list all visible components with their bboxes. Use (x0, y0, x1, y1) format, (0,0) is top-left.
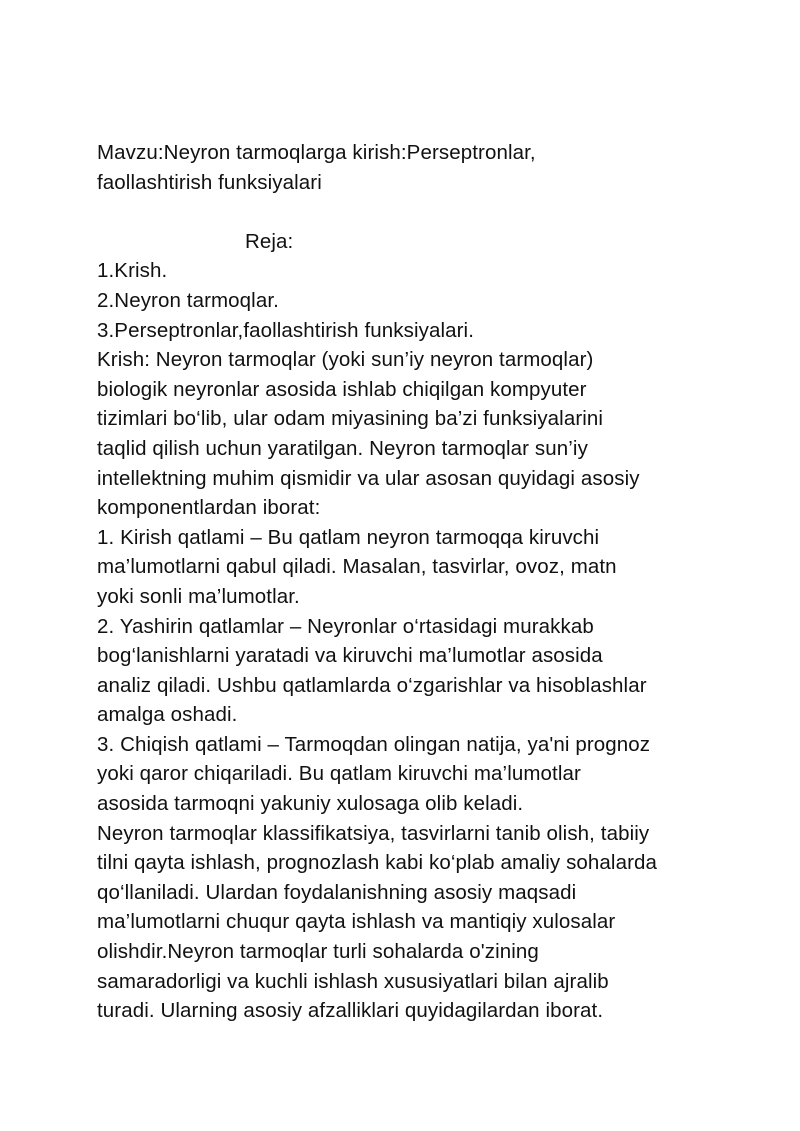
title-line-2: faollashtirish funksiyalari (97, 170, 322, 194)
blank-line (97, 197, 717, 227)
body-line: 2. Yashirin qatlamlar – Neyronlar o‘rtasidagi murakkab (97, 614, 594, 638)
body-line: olishdir.Neyron tarmoqlar turli sohalarda o'zining (97, 940, 539, 964)
body-line: komponentlardan iborat: (97, 496, 321, 520)
body-line: amalga oshadi. (97, 703, 238, 727)
title-line-1: Mavzu:Neyron tarmoqlarga kirish:Perseptronlar, (97, 141, 536, 164)
body-line: samaradorligi va kuchli ishlash xususiyatlari bilan ajralib (97, 969, 609, 993)
plan-heading: Reja: (245, 229, 294, 253)
body-line: intellektning muhim qismidir va ular asosan quyidagi asosiy (97, 466, 640, 490)
body-line: tilni qayta ishlash, prognozlash kabi ko‘plab amaliy sohalarda (97, 851, 658, 875)
plan-item-3: 3.Perseptronlar,faollashtirish funksiyalari. (97, 318, 474, 342)
body-line: qo‘llaniladi. Ulardan foydalanishning asosiy maqsadi (97, 880, 577, 904)
body-line: Neyron tarmoqlar klassifikatsiya, tasvirlarni tanib olish, tabiiy (97, 821, 650, 845)
body-text (97, 345, 717, 1026)
body-line: biologik neyronlar asosida ishlab chiqilgan kompyuter (97, 377, 587, 401)
body-line: yoki qaror chiqariladi. Bu qatlam kiruvchi ma’lumotlar (97, 762, 581, 786)
plan-item-2: 2.Neyron tarmoqlar. (97, 288, 279, 312)
body-line: asosida tarmoqni yakuniy xulosaga olib keladi. (97, 792, 524, 816)
document-content (97, 138, 717, 1026)
body-line: taqlid qilish uchun yaratilgan. Neyron tarmoqlar sun’iy (97, 436, 588, 460)
body-line: turadi. Ularning asosiy afzalliklari quyidagilardan iborat. (97, 999, 604, 1023)
body-line: bog‘lanishlarni yaratadi va kiruvchi ma’lumotlar asosida (97, 644, 603, 668)
body-line: Krish: Neyron tarmoqlar (yoki sun’iy neyron tarmoqlar) (97, 348, 594, 372)
body-line: ma’lumotlarni chuqur qayta ishlash va mantiqiy xulosalar (97, 910, 616, 934)
plan-item-1: 1.Krish. (97, 259, 168, 283)
body-line: yoki sonli ma’lumotlar. (97, 584, 300, 608)
body-line: analiz qiladi. Ushbu qatlamlarda o‘zgarishlar va hisoblashlar (97, 673, 647, 697)
body-line: ma’lumotlarni qabul qiladi. Masalan, tasvirlar, ovoz, matn (97, 555, 617, 579)
body-line: 3. Chiqish qatlami – Tarmoqdan olingan natija, ya'ni prognoz (97, 732, 651, 756)
body-line: tizimlari bo‘lib, ular odam miyasining ba’zi funksiyalarini (97, 407, 604, 431)
body-line: 1. Kirish qatlami – Bu qatlam neyron tarmoqqa kiruvchi (97, 525, 600, 549)
